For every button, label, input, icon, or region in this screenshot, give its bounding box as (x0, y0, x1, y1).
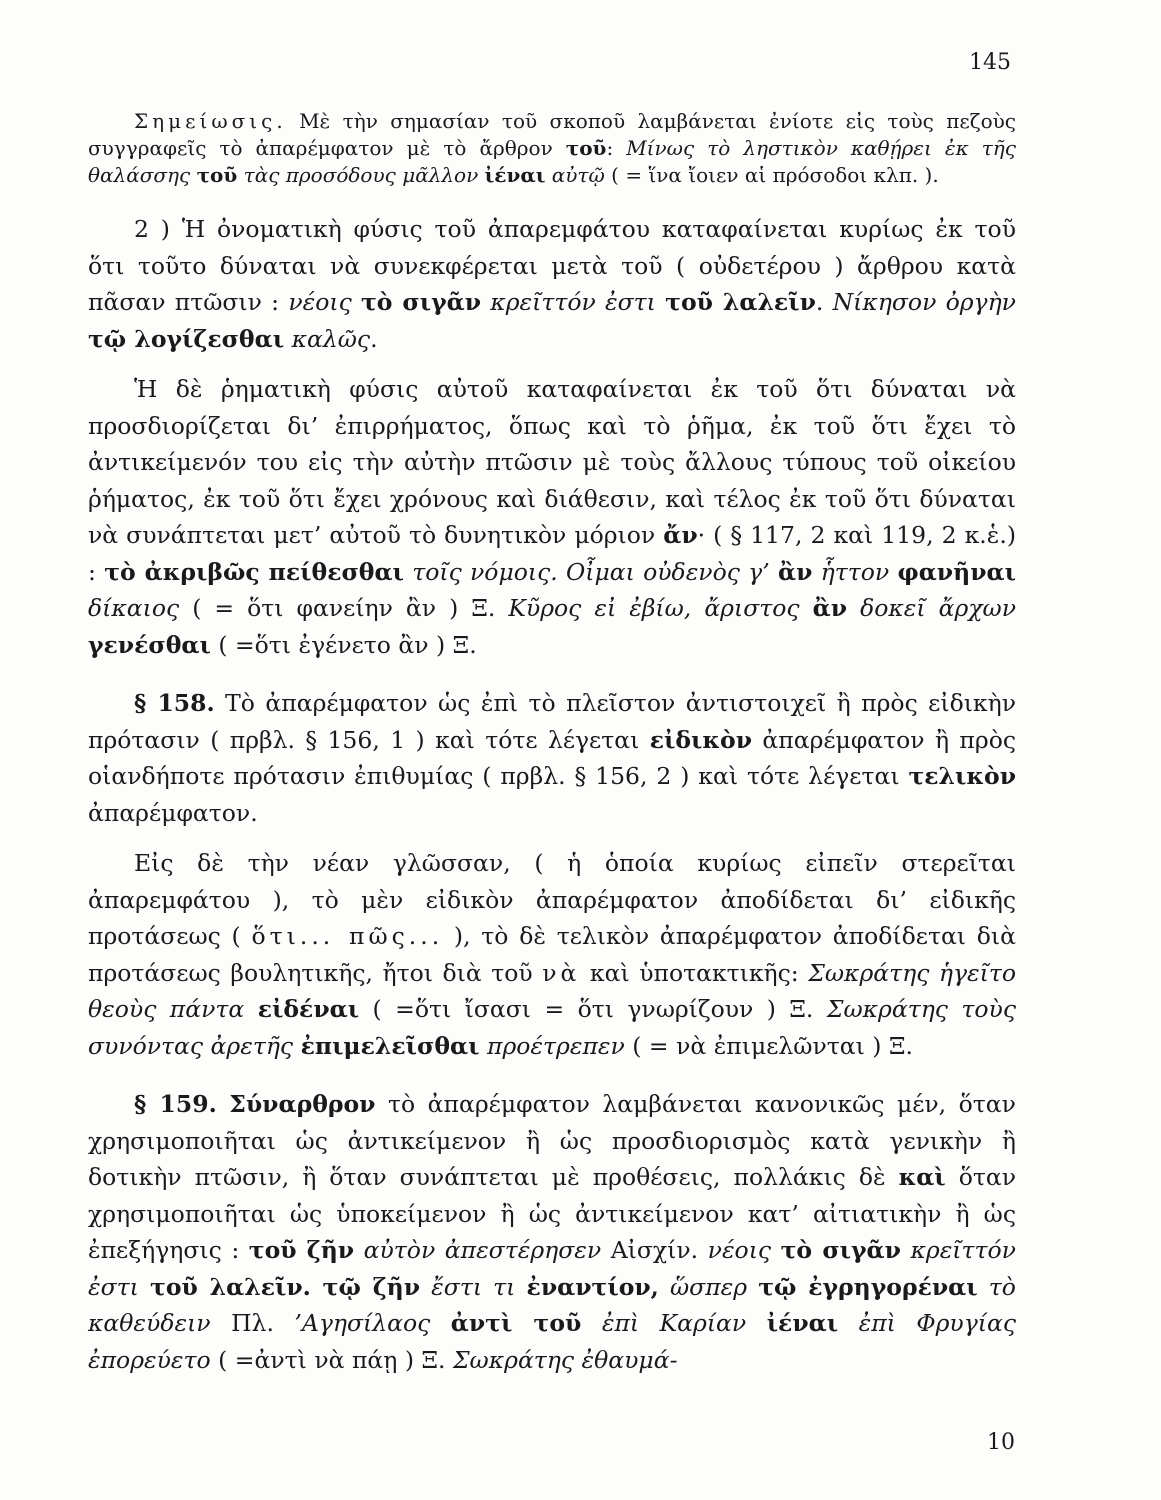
section-158: § 158. Τὸ ἀπαρέμφατον ὡς ἐπὶ τὸ πλεῖστον ἀντιστοιχεῖ ἢ πρὸς εἰδικὴν πρότασιν ( πρβλ. § 156, 1 ) καὶ τότε λέγεται εἰδικὸν ἀπαρέμφατον ἢ πρὸς οἱανδήποτε πρότασιν ἐπιθυμίας ( πρβλ. § 156, 2 ) καὶ τότε λέγεται τελικὸν ἀπαρέμφατον. (88, 689, 1017, 827)
note-paragraph: Σημείωσις. Μὲ τὴν σημασίαν τοῦ σκοποῦ λαμβάνεται ἐνίοτε εἰς τοὺς πεζοὺς συγγραφεῖς τὸ ἀπαρέμφατον μὲ τὸ ἄρθρον τοῦ: Μίνως τὸ ληστικὸν καθῄρει ἐκ τῆς θαλάσσης τοῦ τὰς προσόδους μᾶλλον ἰέναι αὐτῷ ( = ἵνα ἴοιεν αἱ πρόσοδοι κλπ. ). (88, 109, 1016, 187)
section-number: § 158. (134, 689, 215, 717)
page-number-top: 145 (969, 50, 1011, 75)
page-body (88, 108, 1016, 1378)
paragraph-modern-language: Εἰς δὲ τὴν νέαν γλῶσσαν, ( ἡ ὁποία κυρίως εἰπεῖν στερεῖται ἀπαρεμφάτου ), τὸ μὲν εἰδικὸν ἀπαρέμφατον ἀποδίδεται δι’ εἰδικῆς προτάσεως ( ὅτι... πῶς... ), τὸ δὲ τελικὸν ἀπαρέμφατον ἀποδίδεται διὰ προτάσεως βουλητικῆς, ἤτοι διὰ τοῦ νὰ καὶ ὑποτακτικῆς: Σωκράτης ἡγεῖτο θεοὺς πάντα εἰδέναι ( =ὅτι ἴσασι = ὅτι γνωρίζουν ) Ξ. Σωκράτης τοὺς συνόντας ἀρετῆς ἐπιμελεῖσθαι προέτρεπεν ( = νὰ ἐπιμελῶνται ) Ξ. (88, 849, 1016, 1060)
paragraph-nominal-nature: 2 ) Ἡ ὀνοματικὴ φύσις τοῦ ἀπαρεμφάτου καταφαίνεται κυρίως ἐκ τοῦ ὅτι τοῦτο δύναται νὰ συνεκφέρεται μετὰ τοῦ ( οὐδετέρου ) ἄρθρου κατὰ πᾶσαν πτῶσιν : νέοις τὸ σιγᾶν κρεῖττόν ἐστι τοῦ λαλεῖν. Νίκησον ὀργὴν τῷ λογίζεσθαι καλῶς. (88, 215, 1016, 353)
section-number: § 159. (134, 1090, 217, 1118)
note-label: Σημείωσις. (134, 109, 287, 133)
paragraph-verbal-nature: Ἡ δὲ ῥηματικὴ φύσις αὐτοῦ καταφαίνεται ἐκ τοῦ ὅτι δύναται νὰ προσδιορίζεται δι’ ἐπιρρήματος, ὅπως καὶ τὸ ῥῆμα, ἐκ τοῦ ὅτι ἔχει τὸ ἀντικείμενόν του εἰς τὴν αὐτὴν πτῶσιν μὲ τοὺς ἄλλους τύπους τοῦ οἰκείου ῥήματος, ἐκ τοῦ ὅτι ἔχει χρόνους καὶ διάθεσιν, καὶ τέλος ἐκ τοῦ ὅτι δύναται νὰ συνάπτεται μετ’ αὐτοῦ τὸ δυνητικὸν μόριον ἄν· ( § 117, 2 καὶ 119, 2 κ.ἑ.) : τὸ ἀκριβῶς πείθεσθαι τοῖς νόμοις. Οἶμαι οὐδενὸς γ’ ἂν ἧττον φανῆναι δίκαιος ( = ὅτι φανείην ἂν ) Ξ. Κῦρος εἰ ἐβίω, ἄριστος ἂν δοκεῖ ἄρχων γενέσθαι ( =ὅτι ἐγένετο ἂν ) Ξ. (88, 375, 1017, 659)
signature-number-bottom: 10 (987, 1430, 1015, 1455)
section-159: § 159. Σύναρθρον τὸ ἀπαρέμφατον λαμβάνεται κανονικῶς μέν, ὅταν χρησιμοποιῆται ὡς ἀντικείμενον ἢ ὡς προσδιορισμὸς κατὰ γενικὴν ἢ δοτικὴν πτῶσιν, ἢ ὅταν συνάπτεται μὲ προθέσεις, πολλάκις δὲ καὶ ὅταν χρησιμοποιῆται ὡς ὑποκείμενον ἢ ὡς ἀντικείμενον κατ’ αἰτιατικὴν ἢ ὡς ἐπεξήγησις : τοῦ ζῆν αὐτὸν ἀπεστέρησεν Αἰσχίν. νέοις τὸ σιγᾶν κρεῖττόν ἐστι τοῦ λαλεῖν. τῷ ζῆν ἔστι τι ἐναντίον, ὥσπερ τῷ ἐγρηγορέναι τὸ καθεύδειν Πλ. ’Αγησίλαος ἀντὶ τοῦ ἐπὶ Καρίαν ἰέναι ἐπὶ Φρυγίας ἐπορεύετο ( =ἀντὶ νὰ πάῃ ) Ξ. Σωκράτης ἐθαυμά- (88, 1090, 1017, 1374)
